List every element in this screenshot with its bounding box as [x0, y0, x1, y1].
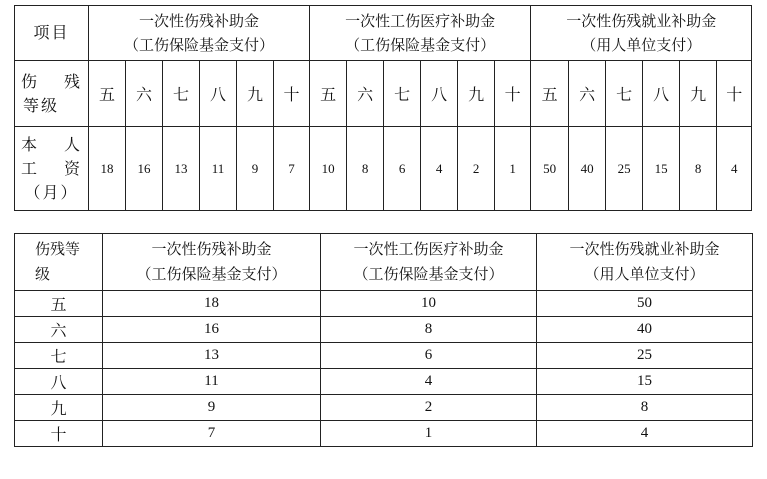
- column-header-employment-subsidy: [537, 234, 753, 291]
- value-cell: 7: [274, 127, 310, 211]
- grade-cell: 八: [15, 369, 103, 395]
- grade-cell: 十: [717, 61, 752, 127]
- group-header-disability-subsidy: [89, 6, 310, 61]
- compensation-table-horizontal: [14, 5, 752, 211]
- disability-subsidy-cell: 18: [103, 291, 321, 317]
- group-subtitle: （工伤保险基金支付）: [124, 36, 275, 54]
- item-label: 项目: [33, 23, 70, 42]
- wage-label-line1: 本 人: [21, 134, 82, 154]
- table-row: [15, 395, 753, 421]
- disability-subsidy-cell: 13: [103, 343, 321, 369]
- grade-cell: 六: [126, 61, 163, 127]
- medical-subsidy-cell: 8: [321, 317, 537, 343]
- wage-label-line2: 工 资: [21, 158, 82, 178]
- grade-cell: 九: [458, 61, 495, 127]
- value-cell: 10: [310, 127, 347, 211]
- group-header-employment-subsidy: [531, 6, 752, 61]
- value-cell: 25: [606, 127, 643, 211]
- grade-cell: 七: [163, 61, 200, 127]
- disability-subsidy-cell: 7: [103, 421, 321, 447]
- value-cell: 1: [495, 127, 531, 211]
- disability-subsidy-cell: 16: [103, 317, 321, 343]
- grade-cell: 七: [15, 343, 103, 369]
- column-header-disability-subsidy: [103, 234, 321, 291]
- column-header-medical-subsidy: [321, 234, 537, 291]
- grade-cell: 五: [310, 61, 347, 127]
- employment-subsidy-cell: 25: [537, 343, 753, 369]
- grade-cell: 七: [384, 61, 421, 127]
- value-cell: 18: [89, 127, 126, 211]
- medical-subsidy-cell: 4: [321, 369, 537, 395]
- value-cell: 13: [163, 127, 200, 211]
- wage-label-cell: [15, 127, 89, 211]
- grade-header-line1: 伤残等: [35, 240, 81, 258]
- medical-subsidy-cell: 6: [321, 343, 537, 369]
- column-title: 一次性工伤医疗补助金: [353, 240, 504, 258]
- column-subtitle: （用人单位支付）: [584, 265, 705, 283]
- grade-cell: 八: [643, 61, 680, 127]
- compensation-table-vertical: [14, 233, 753, 447]
- value-cell: 6: [384, 127, 421, 211]
- group-header-row: [15, 6, 752, 61]
- group-subtitle: （用人单位支付）: [581, 36, 702, 54]
- grade-cell: 七: [606, 61, 643, 127]
- medical-subsidy-cell: 1: [321, 421, 537, 447]
- grade-cell: 六: [15, 317, 103, 343]
- value-cell: 9: [237, 127, 274, 211]
- grade-cell: 十: [15, 421, 103, 447]
- employment-subsidy-cell: 15: [537, 369, 753, 395]
- column-title: 一次性伤残就业补助金: [569, 240, 720, 258]
- value-cell: 40: [569, 127, 606, 211]
- value-cell: 8: [347, 127, 384, 211]
- grade-cell: 九: [237, 61, 274, 127]
- grade-cell: 十: [495, 61, 531, 127]
- grade-cell: 五: [531, 61, 569, 127]
- table-row: [15, 421, 753, 447]
- value-cell: 2: [458, 127, 495, 211]
- group-title: 一次性工伤医疗补助金: [345, 12, 496, 30]
- disability-subsidy-cell: 9: [103, 395, 321, 421]
- grade-cell: 九: [15, 395, 103, 421]
- group-header-medical-subsidy: [310, 6, 531, 61]
- group-title: 一次性伤残就业补助金: [566, 12, 717, 30]
- grade-cell: 六: [347, 61, 384, 127]
- grade-cell: 六: [569, 61, 606, 127]
- table-row: [15, 317, 753, 343]
- grade-label-cell: [15, 61, 89, 127]
- employment-subsidy-cell: 4: [537, 421, 753, 447]
- value-cell: 15: [643, 127, 680, 211]
- employment-subsidy-cell: 8: [537, 395, 753, 421]
- column-title: 一次性伤残补助金: [151, 240, 272, 258]
- employment-subsidy-cell: 40: [537, 317, 753, 343]
- group-title: 一次性伤残补助金: [139, 12, 260, 30]
- table-row: [15, 291, 753, 317]
- value-cell: 4: [421, 127, 458, 211]
- column-subtitle: （工伤保险基金支付）: [353, 265, 504, 283]
- wage-row: [15, 127, 752, 211]
- disability-subsidy-cell: 11: [103, 369, 321, 395]
- column-subtitle: （工伤保险基金支付）: [136, 265, 287, 283]
- grade-row: [15, 61, 752, 127]
- wage-label-line3: （月）: [24, 182, 79, 202]
- grade-cell: 十: [274, 61, 310, 127]
- grade-cell: 九: [680, 61, 717, 127]
- item-label-cell: [15, 6, 89, 61]
- grade-cell: 五: [15, 291, 103, 317]
- group-subtitle: （工伤保险基金支付）: [345, 36, 496, 54]
- employment-subsidy-cell: 50: [537, 291, 753, 317]
- value-cell: 8: [680, 127, 717, 211]
- grade-header-line2: 级: [35, 265, 51, 283]
- value-cell: 50: [531, 127, 569, 211]
- grade-label-line1: 伤 残: [21, 71, 82, 91]
- grade-cell: 五: [89, 61, 126, 127]
- table-row: [15, 343, 753, 369]
- table-row: [15, 369, 753, 395]
- medical-subsidy-cell: 2: [321, 395, 537, 421]
- grade-label-line2: 等级: [23, 95, 60, 115]
- grade-cell: 八: [421, 61, 458, 127]
- medical-subsidy-cell: 10: [321, 291, 537, 317]
- grade-cell: 八: [200, 61, 237, 127]
- grade-header-cell: [15, 234, 103, 291]
- header-row: [15, 234, 753, 291]
- value-cell: 16: [126, 127, 163, 211]
- value-cell: 11: [200, 127, 237, 211]
- value-cell: 4: [717, 127, 752, 211]
